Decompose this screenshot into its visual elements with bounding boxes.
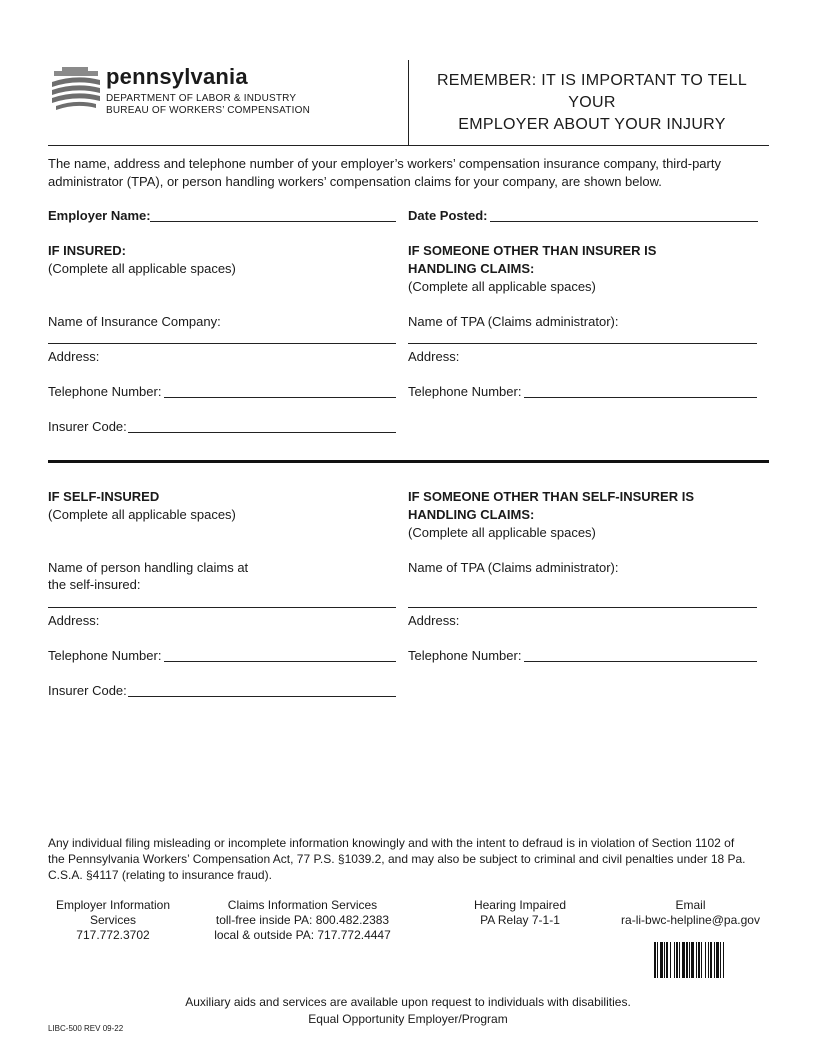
self-phone-field[interactable]	[164, 661, 396, 662]
self-other-heading-line1: IF SOMEONE OTHER THAN SELF-INSURER IS	[408, 489, 695, 504]
self-tpa-phone-label: Telephone Number:	[408, 648, 522, 663]
dept-name-line1: DEPARTMENT OF LABOR & INDUSTRY	[106, 93, 297, 104]
barcode-bar	[676, 942, 678, 978]
barcode-bar	[666, 942, 668, 978]
insurer-other-heading-line2: HANDLING CLAIMS:	[408, 261, 535, 276]
barcode-bar	[670, 942, 671, 978]
barcode-bar	[674, 942, 675, 978]
date-posted-label: Date Posted:	[408, 208, 488, 223]
employer-info-phone[interactable]: 717.772.3702	[76, 928, 150, 942]
aux-aids-notice: Auxiliary aids and services are available upon request to individuals with disabilities.	[185, 995, 631, 1009]
barcode-bar	[705, 942, 706, 978]
barcode-bar	[689, 942, 690, 978]
barcode-bar	[696, 942, 697, 978]
claims-tollfree-phone[interactable]: toll-free inside PA: 800.482.2383	[215, 913, 390, 927]
insured-phone-label: Telephone Number:	[48, 384, 162, 399]
insurance-company-field[interactable]	[48, 343, 396, 344]
self-address-label: Address:	[48, 613, 100, 628]
reminder-line1: REMEMBER: IT IS IMPORTANT TO TELL YOUR	[436, 72, 748, 111]
insurer-other-subtext: (Complete all applicable spaces)	[408, 279, 596, 294]
dept-name-line2: BUREAU OF WORKERS’ COMPENSATION	[106, 105, 310, 116]
self-insurer-code-field[interactable]	[128, 696, 396, 697]
self-insured-subtext: (Complete all applicable spaces)	[48, 507, 236, 522]
self-tpa-address-label: Address:	[408, 613, 460, 628]
email-link[interactable]: ra-li-bwc-helpline@pa.gov	[621, 913, 760, 927]
eoe-notice: Equal Opportunity Employer/Program	[308, 1012, 508, 1026]
self-other-heading-line2: HANDLING CLAIMS:	[408, 507, 535, 522]
intro-text: The name, address and telephone number of your employer’s workers’ compensation insurance company, third-party administrator (TPA), or person handling workers’ compensation claims for your company, are shown below.	[48, 156, 721, 189]
barcode-bar	[714, 942, 715, 978]
date-posted-field[interactable]	[490, 221, 758, 222]
employer-name-label: Employer Name:	[48, 208, 151, 223]
self-insurer-code-label: Insurer Code:	[48, 683, 127, 698]
barcode-bar	[698, 942, 700, 978]
insured-insurer-code-label: Insurer Code:	[48, 419, 127, 434]
barcode-bar	[716, 942, 719, 978]
insurer-other-heading-line1: IF SOMEONE OTHER THAN INSURER IS	[408, 243, 657, 258]
self-insured-heading: IF SELF-INSURED	[48, 489, 160, 504]
barcode-bar	[723, 942, 724, 978]
reminder-heading	[412, 70, 772, 136]
insured-address-label: Address:	[48, 349, 100, 364]
barcode-bar	[691, 942, 694, 978]
claims-local-phone[interactable]: local & outside PA: 717.772.4447	[214, 928, 391, 942]
claims-info-services: Claims Information Services toll-free inside PA: 800.482.2383 local & outside PA: 717.772.4447	[200, 898, 405, 943]
tpa-field[interactable]	[408, 343, 757, 344]
self-tpa-field[interactable]	[408, 607, 757, 608]
tpa-address-label: Address:	[408, 349, 460, 364]
barcode-bar	[657, 942, 658, 978]
logo-wordmark: pennsylvania	[106, 64, 248, 89]
person-handling-field[interactable]	[48, 607, 396, 608]
person-handling-label-line2: the self-insured:	[48, 577, 141, 592]
barcode-bar	[660, 942, 663, 978]
tpa-phone-field[interactable]	[524, 397, 757, 398]
keystone-logo-icon	[50, 66, 102, 116]
barcode-bar	[686, 942, 688, 978]
reminder-line2: EMPLOYER ABOUT YOUR INJURY	[458, 116, 726, 133]
barcode-bar	[701, 942, 702, 978]
barcode-bar	[679, 942, 680, 978]
self-tpa-phone-field[interactable]	[524, 661, 757, 662]
barcode-bar	[708, 942, 709, 978]
tpa-label: Name of TPA (Claims administrator):	[408, 314, 619, 329]
form-code: LIBC-500 REV 09-22	[48, 1024, 124, 1033]
self-other-subtext: (Complete all applicable spaces)	[408, 525, 596, 540]
barcode-bar	[654, 942, 656, 978]
self-tpa-label: Name of TPA (Claims administrator):	[408, 560, 619, 575]
self-phone-label: Telephone Number:	[48, 648, 162, 663]
header-divider	[408, 60, 409, 145]
insurance-company-label: Name of Insurance Company:	[48, 314, 221, 329]
section-divider	[48, 460, 769, 463]
insured-insurer-code-field[interactable]	[128, 432, 396, 433]
header-rule	[48, 145, 769, 146]
barcode-icon	[654, 942, 746, 978]
email-contact: Email ra-li-bwc-helpline@pa.gov	[608, 898, 773, 928]
insured-phone-field[interactable]	[164, 397, 396, 398]
insured-subtext: (Complete all applicable spaces)	[48, 261, 236, 276]
barcode-bar	[682, 942, 685, 978]
employer-info-services: Employer Information Services 717.772.3702	[48, 898, 178, 943]
barcode-bar	[710, 942, 712, 978]
insured-heading: IF INSURED:	[48, 243, 126, 258]
tpa-phone-label: Telephone Number:	[408, 384, 522, 399]
barcode-bar	[720, 942, 721, 978]
person-handling-label-line1: Name of person handling claims at	[48, 560, 249, 575]
employer-name-field[interactable]	[150, 221, 396, 222]
barcode-bar	[664, 942, 665, 978]
hearing-impaired: Hearing Impaired PA Relay 7-1-1	[473, 898, 567, 927]
fraud-disclaimer: Any individual filing misleading or incomplete information knowingly and with the intent to defraud is in violation of Section 1102 of the Pennsylvania Workers’ Compensation Act, 77 P.S. §1039.2, and may also be subject to criminal and civil penalties under 18 Pa. C.S.A. §4117 (relating to insurance fraud).	[48, 836, 746, 882]
